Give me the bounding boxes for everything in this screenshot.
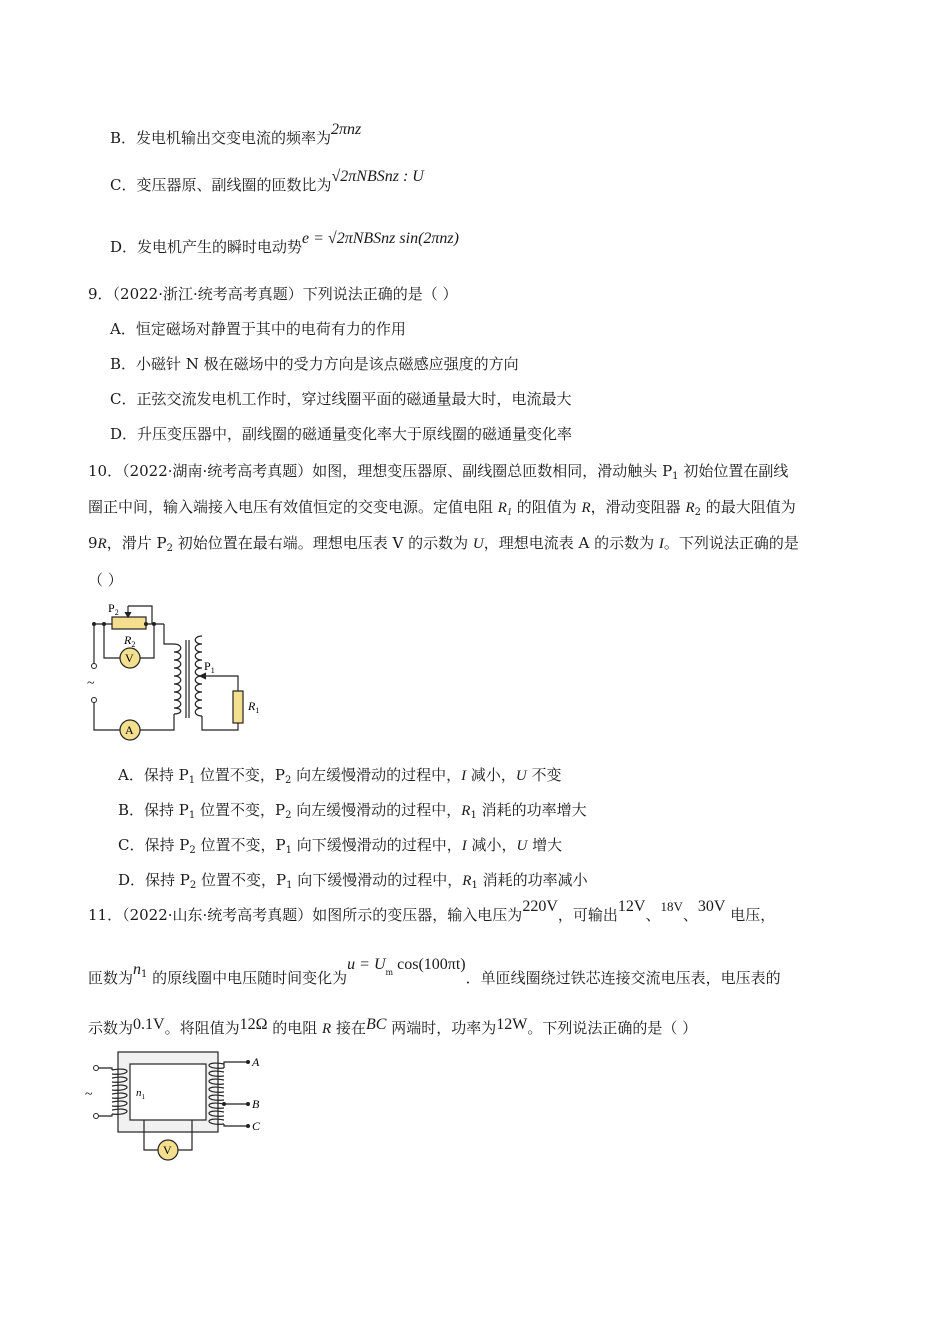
q10-optA-s2: 2 xyxy=(284,775,292,786)
q10-optC-e: 增大 xyxy=(527,836,563,854)
q11-n1: n xyxy=(133,961,142,978)
q10-l2R2sub: 2 xyxy=(694,507,701,518)
q10-fig-r1-letter: R xyxy=(248,699,256,713)
q10-optA-s1: 1 xyxy=(188,775,196,786)
q11-transformer-figure xyxy=(82,1046,272,1170)
q11-fig-n1-sub: 1 xyxy=(141,1093,145,1101)
q11-l2b: 的原线圈中电压随时间变化为 xyxy=(147,969,348,987)
q10-optA-v1: I xyxy=(461,768,467,784)
q10-l2R1: R xyxy=(497,500,507,516)
q9-option-a: A．恒定磁场对静置于其中的电荷有力的作用 xyxy=(110,320,406,338)
q10-fig-r2-letter: R xyxy=(124,633,132,647)
q10-fig-p2-label xyxy=(108,601,119,617)
q11-value-30v: 30V xyxy=(697,898,726,915)
q11-n1sub: 1 xyxy=(141,969,148,980)
q10-optD-c: 向下缓慢滑动的过程中， xyxy=(292,871,463,889)
q10-stem-line-3 xyxy=(88,533,799,559)
q8-option-d-text: D．发电机产生的瞬时电动势 xyxy=(110,238,303,256)
q10-optC-b: 位置不变，P xyxy=(195,836,286,854)
q8-option-b xyxy=(110,121,362,149)
q10-l2d: 的最大阻值为 xyxy=(701,498,796,516)
q10-l2R: R xyxy=(581,500,591,516)
q10-answer-blank: （ ） xyxy=(88,571,123,589)
q10-l3a: 9 xyxy=(88,534,98,552)
q11-fig-n1-letter: n xyxy=(136,1087,142,1099)
q10-stem-line-2 xyxy=(88,497,796,523)
q9-option-b: B．小磁针 N 极在磁场中的受力方向是该点磁感应强度的方向 xyxy=(110,355,519,373)
q11-value-12ohm: 12Ω xyxy=(239,1016,268,1033)
q10-optC-c: 向下缓慢滑动的过程中， xyxy=(291,836,462,854)
q8-option-b-text: B．发电机输出交变电流的频率为 xyxy=(110,129,332,147)
q10-optC-s1: 2 xyxy=(189,845,196,856)
q10-optA-v2: U xyxy=(515,768,527,784)
q10-fig-ac-symbol: ~ xyxy=(87,676,95,691)
q10-optB-s1: 1 xyxy=(188,810,196,821)
q11-l2a: 匝数为 xyxy=(88,969,134,987)
q10-optD-s1: 2 xyxy=(189,880,197,891)
q10-fig-r1-sub: 1 xyxy=(255,706,260,715)
q10-option-d xyxy=(118,870,588,896)
q10-fig-r2-label xyxy=(123,633,135,649)
q10-optB-s2: 2 xyxy=(285,810,292,821)
q11-fig-terminal-c: C xyxy=(252,1119,261,1133)
q11-l3c: 的电阻 xyxy=(267,1019,323,1037)
q11-formula-sub: m xyxy=(385,968,394,977)
q11-l1a: 11．（2022·山东·统考高考真题）如图所示的变压器，输入电压为 xyxy=(88,906,523,924)
q10-optB-a: B．保持 P xyxy=(118,801,189,819)
q10-fig-p1-label xyxy=(204,659,215,675)
q11-l3e: 两端时，功率为 xyxy=(386,1019,497,1037)
q9-option-d: D．升压变压器中，副线圈的磁通量变化率大于原线圈的磁通量变化率 xyxy=(110,425,573,443)
q10-optC-s2: 1 xyxy=(285,845,292,856)
q10-l3I: I xyxy=(658,536,664,552)
q10-optB-b: 位置不变，P xyxy=(195,801,286,819)
q11-l1b: ，可输出 xyxy=(557,906,618,924)
q10-l3R: R xyxy=(97,536,107,552)
q11-stem-line-1 xyxy=(88,898,776,926)
q8-option-d xyxy=(110,230,459,258)
q10-optB-c: 向左缓慢滑动的过程中， xyxy=(291,801,462,819)
q9-stem: 9．（2022·浙江·统考高考真题）下列说法正确的是（ ） xyxy=(88,285,458,303)
q10-fig-voltmeter-label: V xyxy=(125,651,134,665)
q10-fig-p2-letter: P xyxy=(108,601,115,615)
q11-stem-line-3 xyxy=(88,1018,697,1039)
q10-optB-v1sub: 1 xyxy=(470,810,477,821)
q8-option-b-math: 2πnz xyxy=(331,121,362,138)
q10-optA-e: 不变 xyxy=(526,766,562,784)
q9-option-c: C．正弦交流发电机工作时，穿过线圈平面的磁通量最大时，电流最大 xyxy=(110,390,572,408)
q10-optD-b: 位置不变，P xyxy=(196,871,287,889)
q11-fig-terminal-a: A xyxy=(252,1055,260,1069)
q10-l3e: 。下列说法正确的是 xyxy=(663,534,799,552)
q11-formula-rest: cos(100πt) xyxy=(393,956,466,973)
q10-option-a xyxy=(118,765,562,791)
q11-l3R: R xyxy=(322,1021,332,1037)
q10-l2b: 的阻值为 xyxy=(511,498,582,516)
q11-sep2: 、 xyxy=(682,906,698,924)
q10-l2R1sub: 1 xyxy=(506,507,512,518)
q11-stem-line-2 xyxy=(88,956,781,994)
q10-l3sub: 2 xyxy=(166,543,173,554)
q10-optD-v1sub: 1 xyxy=(471,880,478,891)
q10-optC-d: 减小， xyxy=(466,836,517,854)
q10-fig-ammeter-label: A xyxy=(125,723,134,737)
q10-optD-d: 消耗的功率减小 xyxy=(477,871,588,889)
q11-sep1: 、 xyxy=(645,906,661,924)
q11-l1c: 电压， xyxy=(725,906,776,924)
q10-optB-v1: R xyxy=(461,803,471,819)
q10-optA-b: 位置不变，P xyxy=(195,766,285,784)
q11-value-12v: 12V xyxy=(617,898,646,915)
q10-fig-r1-label xyxy=(247,699,259,715)
q8-option-c-text: C．变压器原、副线圈的匝数比为 xyxy=(110,176,332,194)
q11-value-01v: 0.1V xyxy=(133,1016,165,1033)
q11-bc: BC xyxy=(365,1016,387,1033)
q10-l1a: 10．（2022·湖南·统考高考真题）如图，理想变压器原、副线圈总匝数相同，滑动触头 P xyxy=(88,462,673,480)
q10-l2R2: R xyxy=(685,500,695,516)
q10-l3b: ，滑片 P xyxy=(106,534,167,552)
q10-optD-s2: 1 xyxy=(286,880,293,891)
q11-fig-terminal-b: B xyxy=(252,1097,260,1111)
q10-l2c: ，滑动变阻器 xyxy=(590,498,686,516)
q10-stem-line-1 xyxy=(88,461,788,487)
q11-l3a: 示数为 xyxy=(88,1019,134,1037)
q10-option-c xyxy=(118,835,562,861)
q11-fig-ac-symbol: ~ xyxy=(85,1087,93,1102)
q11-l3f: 。下列说法正确的是（ ） xyxy=(527,1019,698,1037)
q10-fig-p1-sub: 1 xyxy=(210,666,215,675)
q10-optA-d: 减小， xyxy=(466,766,516,784)
q8-option-c xyxy=(110,168,424,196)
q10-l2a: 圈正中间，输入端接入电压有效值恒定的交变电源。定值电阻 xyxy=(88,498,498,516)
q10-l3U: U xyxy=(472,536,484,552)
q10-fig-r2-sub: 2 xyxy=(131,640,136,649)
q10-optA-c: 向左缓慢滑动的过程中， xyxy=(291,766,462,784)
q10-optD-a: D．保持 P xyxy=(118,871,190,889)
q10-optB-d: 消耗的功率增大 xyxy=(476,801,587,819)
q10-fig-p1-letter: P xyxy=(204,659,211,673)
q10-l3d: ，理想电流表 A 的示数为 xyxy=(483,534,659,552)
q11-l3b: 。将阻值为 xyxy=(164,1019,240,1037)
q10-option-b xyxy=(118,800,587,826)
q10-optC-a: C．保持 P xyxy=(118,836,190,854)
q8-option-c-math: √2πNBSnz : U xyxy=(331,168,424,185)
q10-circuit-figure xyxy=(82,596,282,748)
q10-optC-v2: U xyxy=(516,838,528,854)
q11-fig-voltmeter-label: V xyxy=(163,1143,172,1157)
q10-l1b: 初始位置在副线 xyxy=(678,462,789,480)
q10-l1sub: 1 xyxy=(672,471,679,482)
q10-fig-p2-sub: 2 xyxy=(114,608,119,617)
q11-value-220v: 220V xyxy=(522,898,558,915)
q11-l2c: ．单匝线圈绕过铁芯连接交流电压表，电压表的 xyxy=(465,969,781,987)
q11-value-18v: 18V xyxy=(660,899,683,914)
q11-l3d: 接在 xyxy=(331,1019,366,1037)
q10-optA-a: A．保持 P xyxy=(118,766,189,784)
q10-optC-v1: I xyxy=(461,838,467,854)
q8-option-d-math: e = √2πNBSnz sin(2πnz) xyxy=(302,230,459,247)
q10-optD-v1: R xyxy=(462,873,472,889)
q11-formula-u: u = U xyxy=(347,956,386,973)
q11-value-12w: 12W xyxy=(496,1016,528,1033)
q10-l3c: 初始位置在最右端。理想电压表 V 的示数为 xyxy=(172,534,473,552)
